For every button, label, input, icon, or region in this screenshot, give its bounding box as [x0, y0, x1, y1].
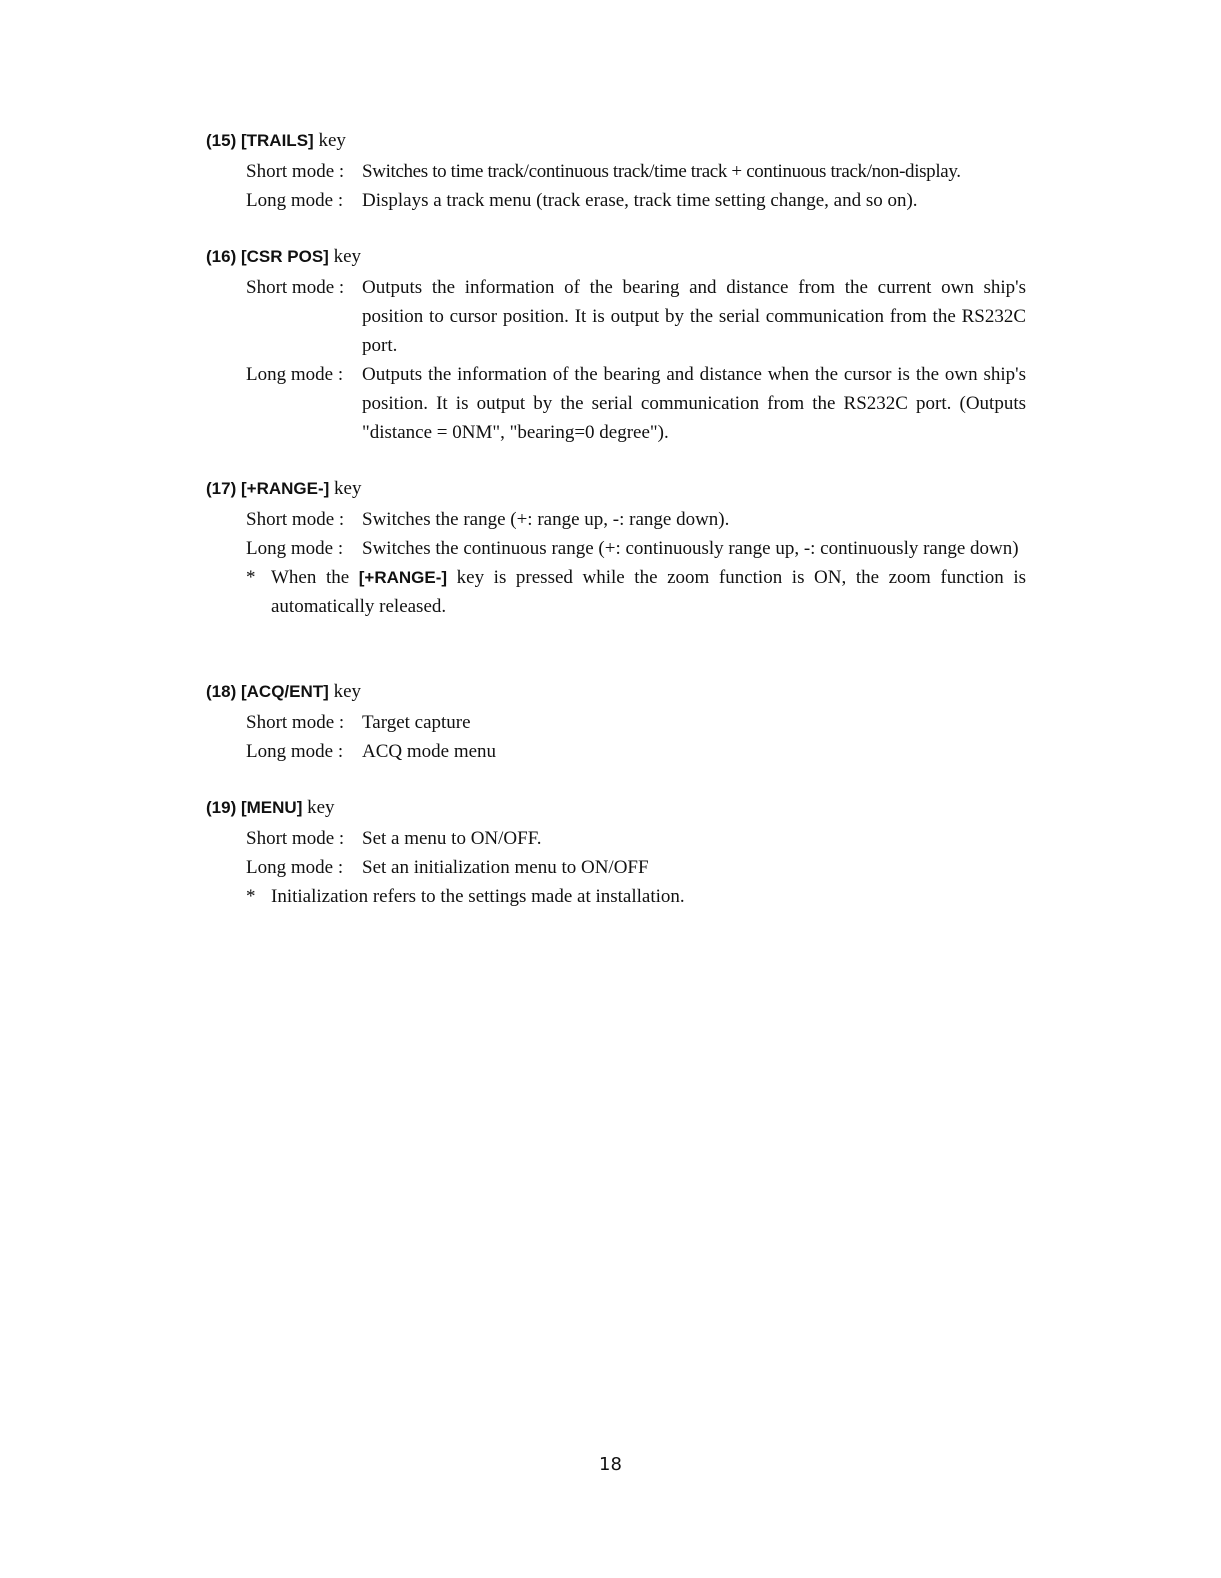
short-mode-label: Short mode :	[246, 161, 345, 182]
section-trails-key	[206, 127, 1036, 215]
note-text: Initialization refers to the settings made at installation.	[271, 886, 685, 907]
section-range-key	[206, 475, 1036, 621]
section-number: (16)	[206, 247, 237, 266]
section-acq-ent-key	[206, 678, 1036, 766]
key-suffix: key	[328, 246, 362, 267]
key-name: [CSR POS]	[240, 247, 329, 266]
long-mode-text: Set an initialization menu to ON/OFF	[362, 857, 649, 878]
section-heading	[206, 243, 1036, 271]
section-menu-key	[206, 794, 1036, 911]
short-mode-text: Switches the range (+: range up, -: range down).	[362, 509, 730, 530]
note-text-before: When the	[271, 567, 359, 588]
short-mode-label: Short mode :	[246, 828, 345, 849]
key-suffix: key	[328, 681, 361, 702]
section-number: (17)	[206, 479, 237, 498]
long-mode-row	[246, 853, 1036, 882]
long-mode-label: Long mode :	[246, 741, 344, 762]
short-mode-label: Short mode :	[246, 509, 345, 530]
key-suffix: key	[313, 130, 346, 151]
section-heading	[206, 475, 1036, 503]
long-mode-text: ACQ mode menu	[362, 741, 497, 762]
short-mode-text: Outputs the information of the bearing and distance from the current own ship's position to cursor position. It is output by the serial communication from the RS232C port.	[362, 277, 1026, 356]
initialization-note	[246, 882, 1026, 911]
long-mode-row	[246, 737, 1036, 766]
short-mode-row	[246, 708, 1036, 737]
key-name: [+RANGE-]	[240, 479, 330, 498]
short-mode-label: Short mode :	[246, 712, 345, 733]
section-heading	[206, 794, 1036, 822]
section-heading	[206, 678, 1036, 706]
note-text-after: key is pressed while the zoom function is ON, the zoom function is automatically released.	[271, 567, 1026, 617]
key-name: [MENU]	[240, 798, 303, 817]
key-suffix: key	[329, 478, 362, 499]
long-mode-text: Outputs the information of the bearing and distance when the cursor is the own ship's position. It is output by the serial communication from the RS232C port. (Outputs "distance = 0NM", "bearing=0 degree").	[362, 364, 1026, 443]
long-mode-text: Displays a track menu (track erase, track time setting change, and so on).	[362, 190, 918, 211]
section-number: (15)	[206, 131, 237, 150]
range-note	[246, 563, 1026, 621]
long-mode-label: Long mode :	[246, 538, 344, 559]
section-number: (18)	[206, 682, 237, 701]
short-mode-text: Switches to time track/continuous track/time track + continuous track/non-display.	[362, 161, 961, 182]
long-mode-text: Switches the continuous range (+: continuously range up, -: continuously range down)	[362, 538, 1019, 559]
short-mode-row	[246, 824, 1036, 853]
short-mode-row	[246, 505, 1036, 534]
key-name: [TRAILS]	[240, 131, 314, 150]
short-mode-text: Target capture	[362, 712, 471, 733]
short-mode-label: Short mode :	[246, 277, 345, 298]
note-key-name: [+RANGE-]	[358, 568, 448, 587]
short-mode-text: Set a menu to ON/OFF.	[362, 828, 542, 849]
short-mode-row	[246, 273, 1036, 360]
long-mode-label: Long mode :	[246, 190, 344, 211]
key-name: [ACQ/ENT]	[240, 682, 329, 701]
note-asterisk: *	[246, 886, 256, 907]
long-mode-label: Long mode :	[246, 364, 344, 385]
short-mode-row	[246, 157, 1036, 186]
section-number: (19)	[206, 798, 237, 817]
section-csr-pos-key	[206, 243, 1036, 447]
long-mode-label: Long mode :	[246, 857, 344, 878]
long-mode-row	[246, 186, 1036, 215]
section-heading	[206, 127, 1036, 155]
page-number: 18	[599, 1454, 622, 1475]
key-suffix: key	[302, 797, 335, 818]
note-asterisk: *	[246, 567, 256, 588]
long-mode-row	[246, 360, 1036, 447]
long-mode-row	[246, 534, 1036, 563]
